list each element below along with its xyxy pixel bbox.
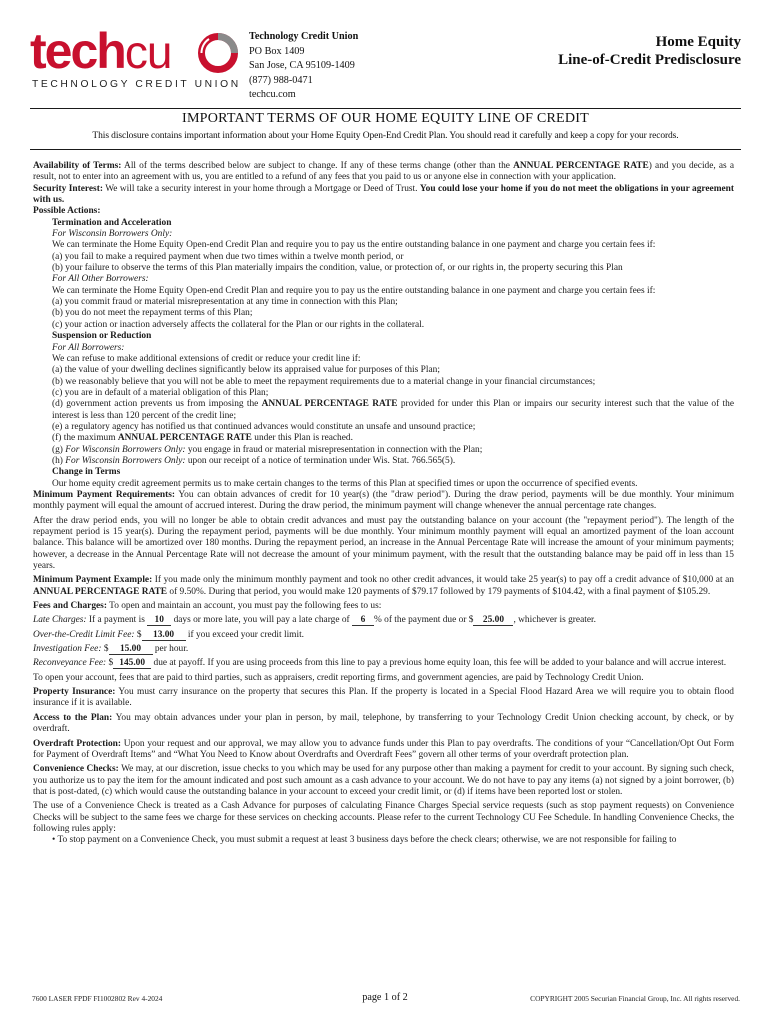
bold-text: Change in Terms: [52, 467, 121, 478]
disclosure-paragraph: [33, 422, 734, 433]
body-text: (e) a regulatory agency has notified us that continued advances would constitute an unsafe and unsound practice;: [52, 421, 476, 432]
bold-text: Termination and Acceleration: [52, 217, 172, 228]
body-text: you engage in fraud or material misrepresentation in connection with the Plan;: [185, 444, 483, 455]
body-text: We can terminate the Home Equity Open-end Credit Plan and require you to pay us the entire outstanding balance in one payment and charge you certain fees if:: [52, 285, 656, 296]
body-text: To open your account, fees that are paid to third parties, such as appraisers, credit reporting firms, and government agencies, are paid by Technology Credit Union.: [33, 672, 644, 683]
body-text: After the draw period ends, you will no longer be able to obtain credit advances and must pay the outstanding balance on your account (the "repayment period"). The length of the repayment period is 15 year(s). During the repayment period, payments will be due monthly. Your minimum monthly payment will equal an amortized payment of the loan account balance. This balance will be amortized over 180 months. During the repayment period, an increase in the Annual Percentage Rate will increase the amount of your minimum payments; however, a decrease in the Annual Percentage Rate will not decrease the amount of your minimum payment, with the result that the outstanding balance may be paid off in less than 15 years.: [33, 515, 734, 572]
bold-text: Suspension or Reduction: [52, 331, 152, 342]
italic-text: For All Other Borrowers:: [52, 274, 149, 285]
body-text: (c) you are in default of a material obligation of this Plan;: [52, 387, 269, 398]
disclosure-paragraph: [33, 161, 734, 184]
disclosure-paragraph: [33, 644, 734, 655]
body-text: (h): [52, 455, 66, 466]
body-text: (b) your failure to observe the terms of this Plan materially impairs the condition, value, or protection of, or our rights in, the property securing this Plan: [52, 263, 623, 274]
body-text: due at payoff. If you are using proceeds from this line to pay a previous home equity loan, this fee will be added to your balance and will accrue interest.: [151, 658, 727, 669]
disclosure-paragraph: [33, 399, 734, 422]
techcu-logo: [30, 23, 241, 94]
website: techcu.com: [249, 89, 296, 101]
title-line-1: Home Equity: [655, 34, 741, 50]
disclosure-paragraph: [33, 456, 734, 467]
disclosure-paragraph: [33, 433, 734, 444]
disclosure-paragraph: [33, 713, 734, 736]
copyright-notice: COPYRIGHT 2005 Securian Financial Group, Inc. All rights reserved.: [530, 994, 740, 1003]
body-text: days or more late, you will pay a late charge of: [171, 615, 352, 626]
banner-subtitle: This disclosure contains important information about your Home Equity Open-End Credit Plan. You should read it carefully and keep a copy for your records.: [92, 131, 679, 141]
body-text: You must carry insurance on the property that secures this Plan. If the property is located in a Special Flood Hazard Area we will require you to obtain flood insurance if it is available.: [33, 687, 734, 709]
body-text: To open and maintain an account, you must pay the following fees to us:: [106, 601, 382, 612]
disclosure-paragraph: [33, 479, 734, 490]
body-text: All of the terms described below are subject to change. If any of these terms change (other than the: [121, 161, 514, 171]
bold-text: ANNUAL PERCENTAGE RATE: [33, 586, 168, 597]
disclosure-paragraph: [33, 615, 734, 626]
bold-text: Convenience Checks:: [33, 764, 119, 775]
disclosure-paragraph: [33, 658, 734, 669]
disclosure-paragraph: [33, 343, 734, 354]
bold-text: You could lose your home if you do not meet the obligations in your agreement with us.: [33, 183, 734, 206]
italic-text: Investigation Fee:: [33, 644, 102, 655]
filled-fee-value: 15.00: [109, 644, 153, 655]
body-text: • To stop payment on a Convenience Check, you must submit a request at least 3 business days before the check clears; otherwise, we are not responsible for failing to: [52, 835, 677, 846]
bold-text: Fees and Charges:: [33, 601, 107, 612]
disclosure-paragraph: [33, 575, 734, 598]
disclosure-paragraph: [33, 445, 734, 456]
disclosure-paragraph: [33, 263, 734, 274]
disclosure-paragraph: [33, 206, 734, 217]
bold-text: Security Interest:: [33, 183, 103, 194]
bold-text: Minimum Payment Example:: [33, 575, 153, 586]
italic-text: For Wisconsin Borrowers Only:: [52, 229, 173, 240]
header-rule: [30, 108, 741, 109]
body-text: (d) government action prevents us from imposing the: [52, 399, 262, 410]
body-text: if you exceed your credit limit.: [185, 629, 305, 640]
italic-text: For Wisconsin Borrowers Only:: [65, 444, 186, 455]
disclosure-paragraph: [33, 365, 734, 376]
body-text: (a) the value of your dwelling declines significantly below its appraised value for purposes of this Plan;: [52, 365, 440, 376]
body-text: ) and you decide, as a result, not to enter into an agreement with us, you are entitled to a refund of any fees that you paid to us or anyone else in connection with your application.: [33, 161, 735, 183]
bold-text: ANNUAL PERCENTAGE RATE: [513, 161, 649, 171]
logo-swirl-icon: [197, 32, 239, 74]
italic-text: Over-the-Credit Limit Fee:: [33, 629, 135, 640]
body-text: If a payment is: [86, 615, 148, 626]
filled-fee-value: 6: [352, 615, 374, 626]
italic-text: Reconveyance Fee:: [33, 658, 107, 669]
filled-fee-value: 145.00: [113, 658, 151, 669]
bold-text: Minimum Payment Requirements:: [33, 489, 176, 500]
body-text: % of the payment due or $: [374, 615, 474, 626]
disclosure-paragraph: [33, 388, 734, 399]
body-text: The use of a Convenience Check is treated as a Cash Advance for purposes of calculating Finance Charges Special service requests (such as stop payment requests) on Convenience Checks will be subject to the same fees we charge for these services on checking accounts. Please refer to the current Technology CU Fee Schedule. In handling Convenience Checks, the following rules apply:: [33, 801, 734, 834]
body-text: You can obtain advances of credit for 10 year(s) (the "draw period"). During the draw period, payments will be due monthly. Your minimum monthly payment will equal the amount of accrued interest. During the draw period, the minimum payment will change whenever the annual percentage rate changes.: [33, 489, 734, 512]
body-text: We can refuse to make additional extensions of credit or reduce your credit line if:: [52, 353, 361, 364]
disclosure-paragraph: [33, 331, 734, 342]
institution-name: Technology Credit Union: [249, 31, 359, 42]
disclosure-paragraph: [33, 184, 734, 207]
body-text: (c) your action or inaction adversely affects the collateral for the Plan or our rights in the collateral.: [52, 319, 425, 330]
body-text: You may obtain advances under your plan in person, by mail, telephone, by transferring to your Technology Credit Union checking account, by check, or by overdraft.: [33, 712, 734, 735]
disclosure-paragraph: [33, 354, 734, 365]
disclosure-paragraph: [33, 601, 734, 612]
italic-text: Late Charges:: [33, 615, 87, 626]
body-text: upon our receipt of a notice of termination under Wis. Stat. 766.565(5).: [185, 455, 456, 466]
banner-title: IMPORTANT TERMS OF OUR HOME EQUITY LINE OF CREDIT: [182, 110, 589, 126]
bold-text: Overdraft Protection:: [33, 738, 121, 749]
bold-text: Possible Actions:: [33, 206, 101, 217]
disclosure-paragraph: [33, 286, 734, 297]
body-text: provided for under this Plan or impairs our security interest such that the value of the interest is less than 120 percent of the credit line;: [52, 399, 734, 421]
body-text: We can terminate the Home Equity Open-end Credit Plan and require you to pay us the entire outstanding balance in one payment and charge you certain fees if:: [52, 240, 656, 251]
disclosure-paragraph: [33, 274, 734, 285]
body-text: (g): [52, 444, 66, 455]
logo-wordmark: techcu: [30, 23, 172, 79]
disclosure-paragraph: [33, 240, 734, 251]
body-text: Our home equity credit agreement permits us to make certain changes to the terms of this Plan at specified times or upon the occurrence of specified events.: [52, 478, 638, 489]
body-text: $: [101, 644, 109, 655]
disclosure-paragraph: [33, 297, 734, 308]
institution-address: [249, 30, 358, 103]
disclosure-paragraph: [33, 377, 734, 388]
disclosure-paragraph: [33, 687, 734, 710]
body-text: under this Plan is reached.: [251, 433, 353, 444]
body-text: per hour.: [152, 644, 189, 655]
phone-number: (877) 988-0471: [249, 74, 313, 86]
disclosure-paragraph: [33, 308, 734, 319]
logo-tagline: TECHNOLOGY CREDIT UNION: [32, 79, 241, 90]
disclosure-paragraph: [33, 229, 734, 240]
disclosure-paragraph: [33, 467, 734, 478]
body-text: We may, at our discretion, issue checks to you which may be used for any purpose other than making a payment for credit to your account. By signing such check, you authorize us to pay the item for the amount indicated and post such amount as a cash advance to your account. We do not have to pay any items (a) not signed by a joint borrower, (b) that is post-dated, (c) which would cause the outstanding balance in your account to exceed your credit limit, or (d) if items have been reported lost or stolen.: [33, 764, 735, 797]
body-text: , whichever is greater.: [513, 615, 596, 626]
disclosure-body: [33, 161, 734, 847]
body-text: $: [106, 658, 114, 669]
title-line-2: Line-of-Credit Predisclosure: [558, 52, 741, 68]
body-text: (a) you fail to make a required payment when due two times within a twelve month period, or: [52, 251, 404, 262]
disclosure-banner: [30, 110, 741, 141]
address-line-2: San Jose, CA 95109-1409: [249, 60, 355, 72]
bold-text: ANNUAL PERCENTAGE RATE: [261, 399, 398, 410]
disclosure-paragraph: [33, 739, 734, 762]
body-text: (b) we reasonably believe that you will not be able to meet the repayment requirements due to a material change in your financial circumstances;: [52, 376, 596, 387]
disclosure-paragraph: [33, 630, 734, 641]
filled-fee-value: 13.00: [142, 630, 186, 641]
filled-fee-value: 25.00: [473, 615, 513, 626]
bold-text: Access to the Plan:: [33, 712, 113, 723]
body-text: (a) you commit fraud or material misrepresentation at any time in connection with this Plan;: [52, 297, 398, 308]
disclosure-paragraph: [33, 801, 734, 835]
disclosure-paragraph: [33, 218, 734, 229]
filled-fee-value: 10: [147, 615, 171, 626]
body-text: $: [134, 629, 142, 640]
page-number: page 1 of 2: [362, 992, 408, 1003]
disclosure-paragraph: [33, 490, 734, 513]
body-text: Upon your request and our approval, we may allow you to advance funds under this Plan to pay overdrafts. The conditions of your “Cancellation/Opt Out Form for Payment of Overdraft Items” and “What You Need to Know about Overdrafts and Overdraft Fees” govern all other terms of your overdraft protection plan.: [33, 738, 734, 760]
bold-text: Availability of Terms:: [33, 161, 122, 171]
italic-text: For Wisconsin Borrowers Only:: [65, 455, 186, 466]
banner-rule: [30, 149, 741, 150]
bold-text: Property Insurance:: [33, 687, 116, 698]
body-text: of 9.50%. During that period, you would make 120 payments of $79.17 followed by 179 payments of $104.42, with a final payment of $105.29.: [167, 586, 711, 597]
disclosure-paragraph: [33, 516, 734, 573]
form-identifier: 7600 LASER FPDF FI1002802 Rev 4-2024: [32, 994, 163, 1003]
document-title: [558, 33, 741, 69]
bold-text: ANNUAL PERCENTAGE RATE: [117, 433, 252, 444]
disclosure-paragraph: [33, 835, 734, 846]
address-line-1: PO Box 1409: [249, 45, 305, 57]
body-text: (f) the maximum: [52, 433, 118, 444]
disclosure-paragraph: [33, 252, 734, 263]
italic-text: For All Borrowers:: [52, 342, 125, 353]
disclosure-paragraph: [33, 673, 734, 684]
body-text: We will take a security interest in your home through a Mortgage or Deed of Trust.: [102, 183, 420, 194]
body-text: (b) you do not meet the repayment terms of this Plan;: [52, 308, 253, 319]
disclosure-paragraph: [33, 764, 734, 798]
disclosure-paragraph: [33, 320, 734, 331]
body-text: If you made only the minimum monthly payment and took no other credit advances, it would take 25 year(s) to pay off a credit advance of $10,000 at an: [152, 575, 734, 586]
